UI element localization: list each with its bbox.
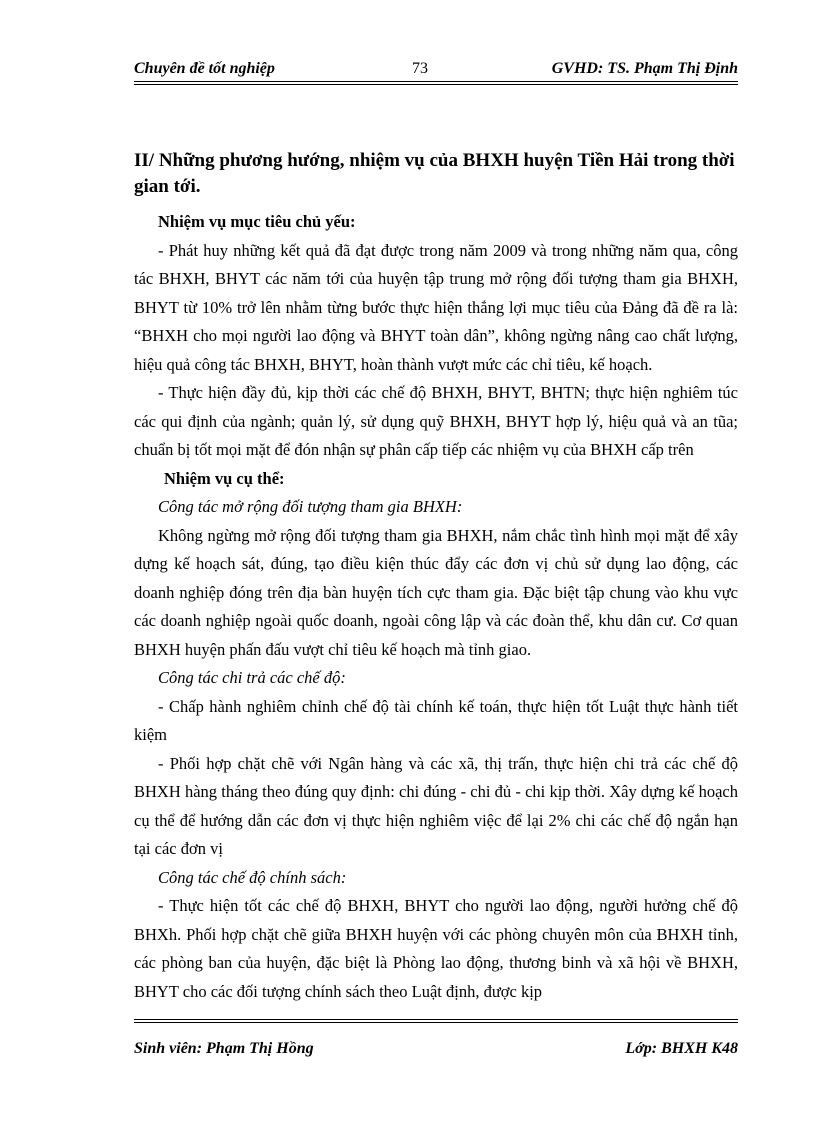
- footer-rule: [134, 1019, 738, 1023]
- subheading-expansion: Công tác mở rộng đối tượng tham gia BHXH:: [158, 497, 463, 516]
- page-number: 73: [412, 60, 428, 77]
- paragraph-goal-2: - Thực hiện đầy đủ, kịp thời các chế độ BHXH, BHYT, BHTN; thực hiện nghiêm túc các qui định của ngành; quản lý, sử dụng quỹ BHXH, BHYT hợp lý, hiệu quả và an tũa; chuẩn bị tốt mọi mặt để đón nhận sự phân cấp tiếp các nhiệm vụ của BHXH cấp trên: [134, 383, 738, 459]
- subheading-specific-tasks: Nhiệm vụ cụ thể:: [164, 468, 285, 488]
- subheading-policy: Công tác chế độ chính sách:: [158, 867, 347, 887]
- section-title: II/ Những phương hướng, nhiệm vụ của BHXH huyện Tiền Hải trong thời gian tới.: [134, 150, 735, 197]
- page-header: [134, 58, 738, 80]
- header-advisor: GVHD: TS. Phạm Thị Định: [551, 60, 738, 77]
- footer-class: Lớp: BHXH K48: [625, 1040, 738, 1057]
- header-rule: [134, 81, 738, 85]
- header-thesis-label: Chuyên đề tốt nghiệp: [134, 60, 275, 77]
- paragraph-expansion: Không ngừng mở rộng đối tượng tham gia BHXH, nắm chắc tình hình mọi mặt để xây dựng kế hoạch sát, đúng, tạo điều kiện thúc đẩy các đơn vị chủ sử dụng lao động, các doanh nghiệp đóng trên địa bàn huyện tích cực tham gia. Đặc biệt tập chung vào khu vực các doanh nghiệp ngoài quốc doanh, ngoài công lập và các đoàn thể, khu dân cư. Cơ quan BHXH huyện phấn đấu vượt chỉ tiêu kế hoạch mà tỉnh giao.: [134, 525, 738, 659]
- paragraph-payment-1: - Chấp hành nghiêm chỉnh chế độ tài chính kế toán, thực hiện tốt Luật thực hành tiết kiệm: [134, 696, 738, 744]
- page-body: [134, 148, 738, 1006]
- paragraph-payment-2: - Phối hợp chặt chẽ với Ngân hàng và các xã, thị trấn, thực hiện chi trả các chế độ BHXH hàng tháng theo đúng quy định: chi đúng - chi đủ - chi kịp thời. Xây dựng kế hoạch cụ thể để hướng dẫn các đơn vị thực hiện nghiêm việc để lại 2% chi các chế độ ngắn hạn tại các đơn vị: [134, 753, 738, 858]
- paragraph-goal-1: - Phát huy những kết quả đã đạt được trong năm 2009 và trong những năm qua, công tác BHXH, BHYT các năm tới của huyện tập trung mở rộng đối tượng tham gia BHXH, BHYT từ 10% trở lên nhằm từng bước thực hiện thắng lợi mục tiêu của Đảng đã đề ra là: “BHXH cho mọi người lao động và BHYT toàn dân”, không ngừng nâng cao chất lượng, hiệu quả công tác BHXH, BHYT, hoàn thành vượt mức các chỉ tiêu, kế hoạch.: [134, 240, 738, 374]
- footer-student: Sinh viên: Phạm Thị Hồng: [134, 1040, 314, 1057]
- paragraph-policy: - Thực hiện tốt các chế độ BHXH, BHYT cho người lao động, người hưởng chế độ BHXh. Phối hợp chặt chẽ giữa BHXH huyện với các phòng chuyên môn của BHXH tỉnh, các phòng ban của huyện, đặc biệt là Phòng lao động, thương binh và xã hội về BHXH, BHYT cho các đối tượng chính sách theo Luật định, được kịp: [134, 896, 738, 1001]
- page-footer: [134, 1040, 738, 1062]
- subheading-main-goals: Nhiệm vụ mục tiêu chủ yếu:: [158, 212, 356, 231]
- subheading-payment: Công tác chi trả các chế độ:: [158, 668, 346, 687]
